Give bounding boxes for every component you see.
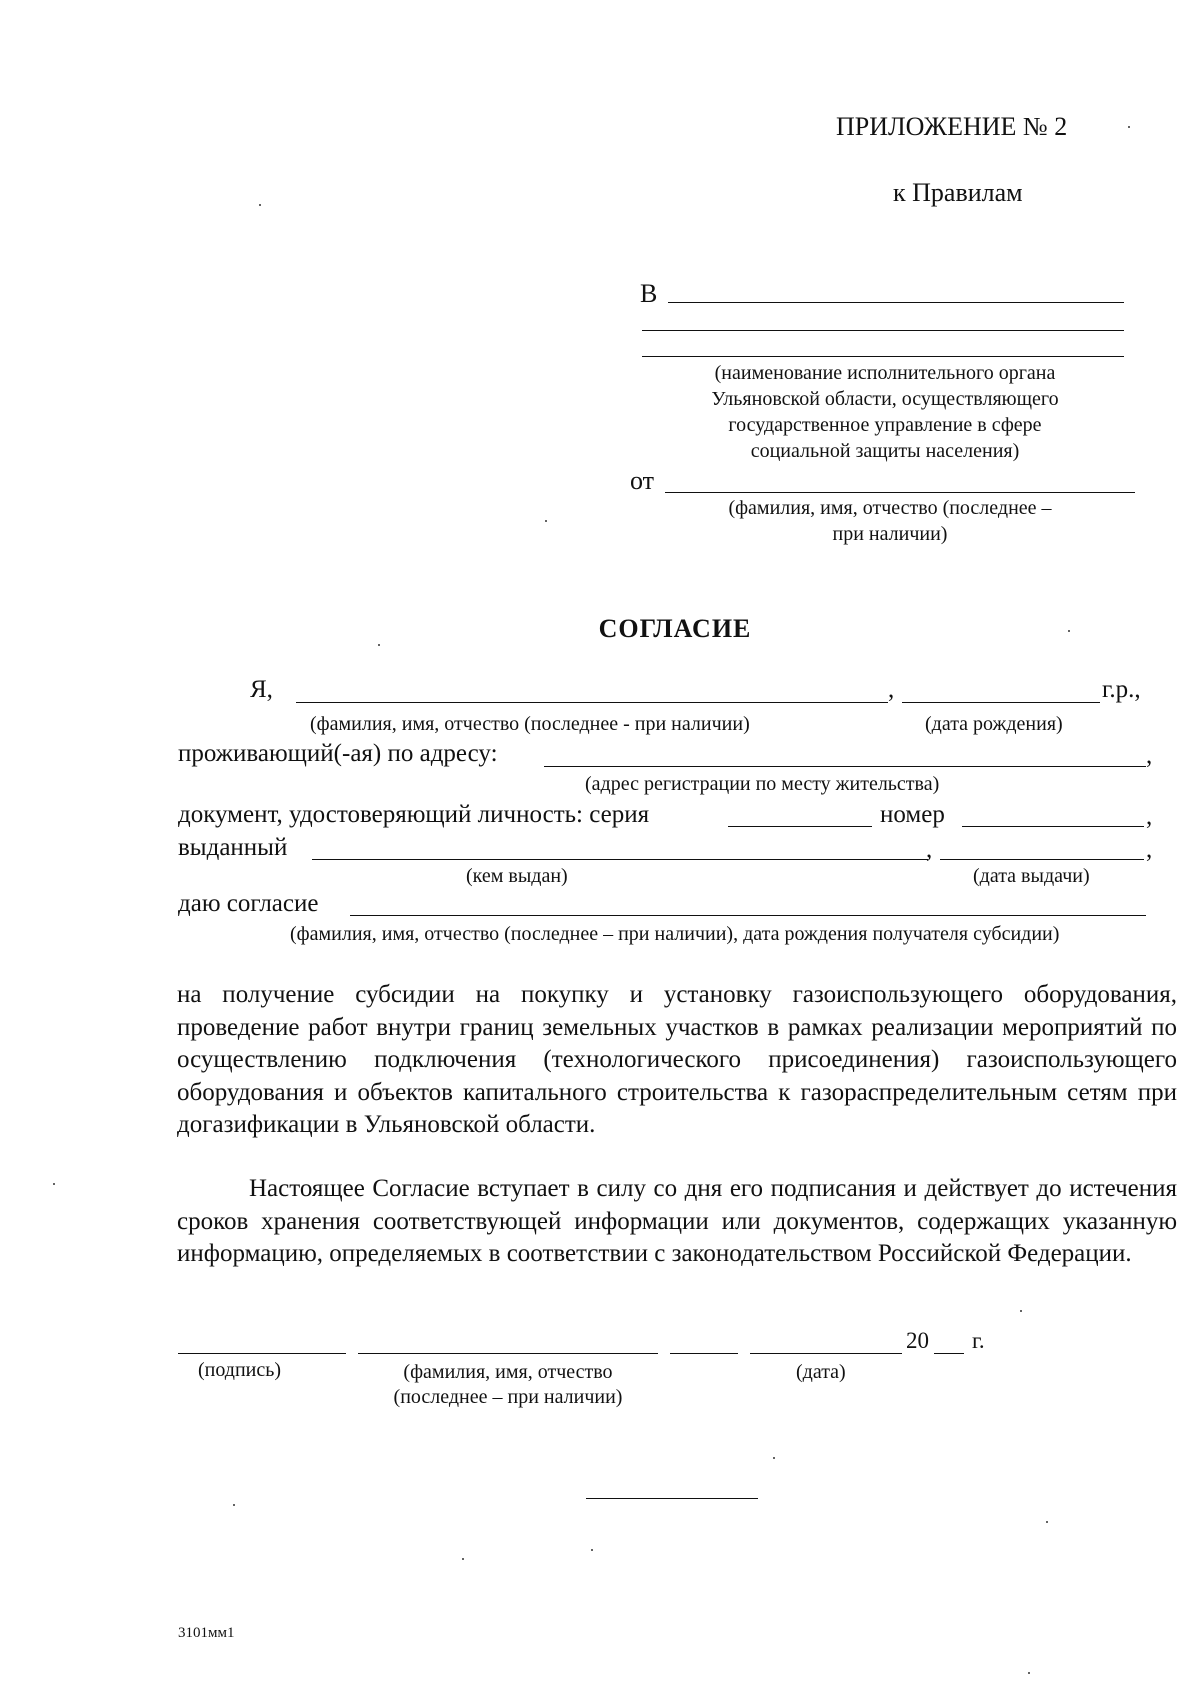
address-comma: , bbox=[1146, 742, 1153, 769]
signer-name-caption-line-1: (фамилия, имя, отчество bbox=[403, 1361, 613, 1383]
scan-speck bbox=[1028, 1672, 1030, 1674]
document-number-label: номер bbox=[880, 801, 945, 828]
document-series-label: документ, удостоверяющий личность: серия bbox=[178, 801, 650, 828]
date-year-field[interactable] bbox=[934, 1353, 964, 1354]
signer-name-caption-line-2: (последнее – при наличии) bbox=[393, 1386, 623, 1408]
subsidy-recipient-field[interactable] bbox=[350, 915, 1146, 916]
address-caption: (адрес регистрации по месту жительства) bbox=[585, 773, 940, 795]
from-caption-line-1: (фамилия, имя, отчество (последнее – bbox=[728, 497, 1052, 519]
document-code: 3101мм1 bbox=[178, 1625, 235, 1641]
scan-speck bbox=[53, 1183, 55, 1185]
full-name-caption: (фамилия, имя, отчество (последнее - при наличии) bbox=[310, 713, 750, 735]
date-day-field[interactable] bbox=[670, 1353, 738, 1354]
closing-separator bbox=[586, 1498, 758, 1499]
scan-speck bbox=[233, 1504, 235, 1506]
scan-speck bbox=[591, 1549, 593, 1551]
organization-name-field-line-2[interactable] bbox=[642, 330, 1124, 331]
date-caption: (дата) bbox=[796, 1361, 846, 1383]
validity-paragraph: Настоящее Согласие вступает в силу со дня его подписания и действует до истечения сроков хранения соответствующей информации или документов, содержащих указанную информацию, определяемых в соответствии с законодательством Российской Федерации. bbox=[177, 1175, 1177, 1267]
i-label: Я, bbox=[250, 676, 273, 703]
consent-label: даю согласие bbox=[178, 890, 319, 917]
scan-speck bbox=[378, 644, 380, 646]
scan-speck bbox=[1020, 1310, 1022, 1312]
address-field[interactable] bbox=[544, 766, 1146, 767]
consent-paragraph: на получение субсидии на покупку и установку газоиспользующего оборудования, проведение работ внутри границ земельных участков в рамках реализации мероприятий по осуществлению подключения (технологического присоединения) газоиспользующего оборудования и объектов капитального строительства к газораспределительным сетям при догазификации в Ульяновской области. bbox=[177, 981, 1177, 1138]
scan-speck bbox=[1068, 630, 1070, 632]
from-caption-line-2: при наличии) bbox=[832, 523, 948, 545]
issue-date-caption: (дата выдачи) bbox=[973, 865, 1090, 887]
address-label: проживающий(-ая) по адресу: bbox=[178, 740, 498, 767]
year-suffix: г. bbox=[972, 1328, 985, 1353]
appendix-to-rules: к Правилам bbox=[893, 178, 1023, 207]
scan-speck bbox=[259, 204, 261, 206]
organization-caption-line-3: государственное управление в сфере bbox=[728, 414, 1042, 436]
document-number-field[interactable] bbox=[962, 826, 1144, 827]
subsidy-recipient-caption: (фамилия, имя, отчество (последнее – при наличии), дата рождения получателя субсидии) bbox=[290, 923, 1060, 945]
year-prefix: 20 bbox=[906, 1328, 929, 1353]
name-comma: , bbox=[888, 676, 895, 703]
birth-date-caption: (дата рождения) bbox=[925, 713, 1063, 735]
applicant-name-field[interactable] bbox=[665, 492, 1135, 493]
scan-speck bbox=[545, 520, 547, 522]
signature-caption: (подпись) bbox=[198, 1359, 282, 1381]
full-name-field[interactable] bbox=[296, 702, 888, 703]
document-series-field[interactable] bbox=[728, 826, 872, 827]
organization-caption-line-1: (наименование исполнительного органа bbox=[714, 362, 1056, 384]
scan-speck bbox=[773, 1457, 775, 1459]
organization-name-field[interactable] bbox=[668, 302, 1124, 303]
issued-by-field[interactable] bbox=[312, 859, 928, 860]
date-month-field[interactable] bbox=[750, 1353, 902, 1354]
from-label: от bbox=[630, 466, 655, 495]
signer-name-field[interactable] bbox=[358, 1353, 658, 1354]
organization-caption-line-2: Ульяновской области, осуществляющего bbox=[711, 388, 1059, 410]
issue-date-comma: , bbox=[1146, 836, 1153, 863]
scan-speck bbox=[462, 1558, 464, 1560]
scan-speck bbox=[1046, 1521, 1048, 1523]
organization-caption-line-4: социальной защиты населения) bbox=[750, 440, 1020, 462]
organization-name-field-line-3[interactable] bbox=[642, 356, 1124, 357]
issued-by-caption: (кем выдан) bbox=[466, 865, 568, 887]
scan-speck bbox=[1128, 126, 1130, 128]
issued-by-label: выданный bbox=[178, 834, 288, 861]
document-title: СОГЛАСИЕ bbox=[598, 614, 752, 643]
birth-date-field[interactable] bbox=[902, 702, 1100, 703]
issue-date-field[interactable] bbox=[940, 859, 1144, 860]
signature-field[interactable] bbox=[178, 1353, 346, 1354]
birth-year-suffix: г.р., bbox=[1102, 676, 1141, 703]
to-label: В bbox=[640, 279, 658, 308]
document-number-comma: , bbox=[1146, 803, 1153, 830]
issued-by-comma: , bbox=[926, 836, 933, 863]
appendix-number: ПРИЛОЖЕНИЕ № 2 bbox=[836, 112, 1068, 141]
